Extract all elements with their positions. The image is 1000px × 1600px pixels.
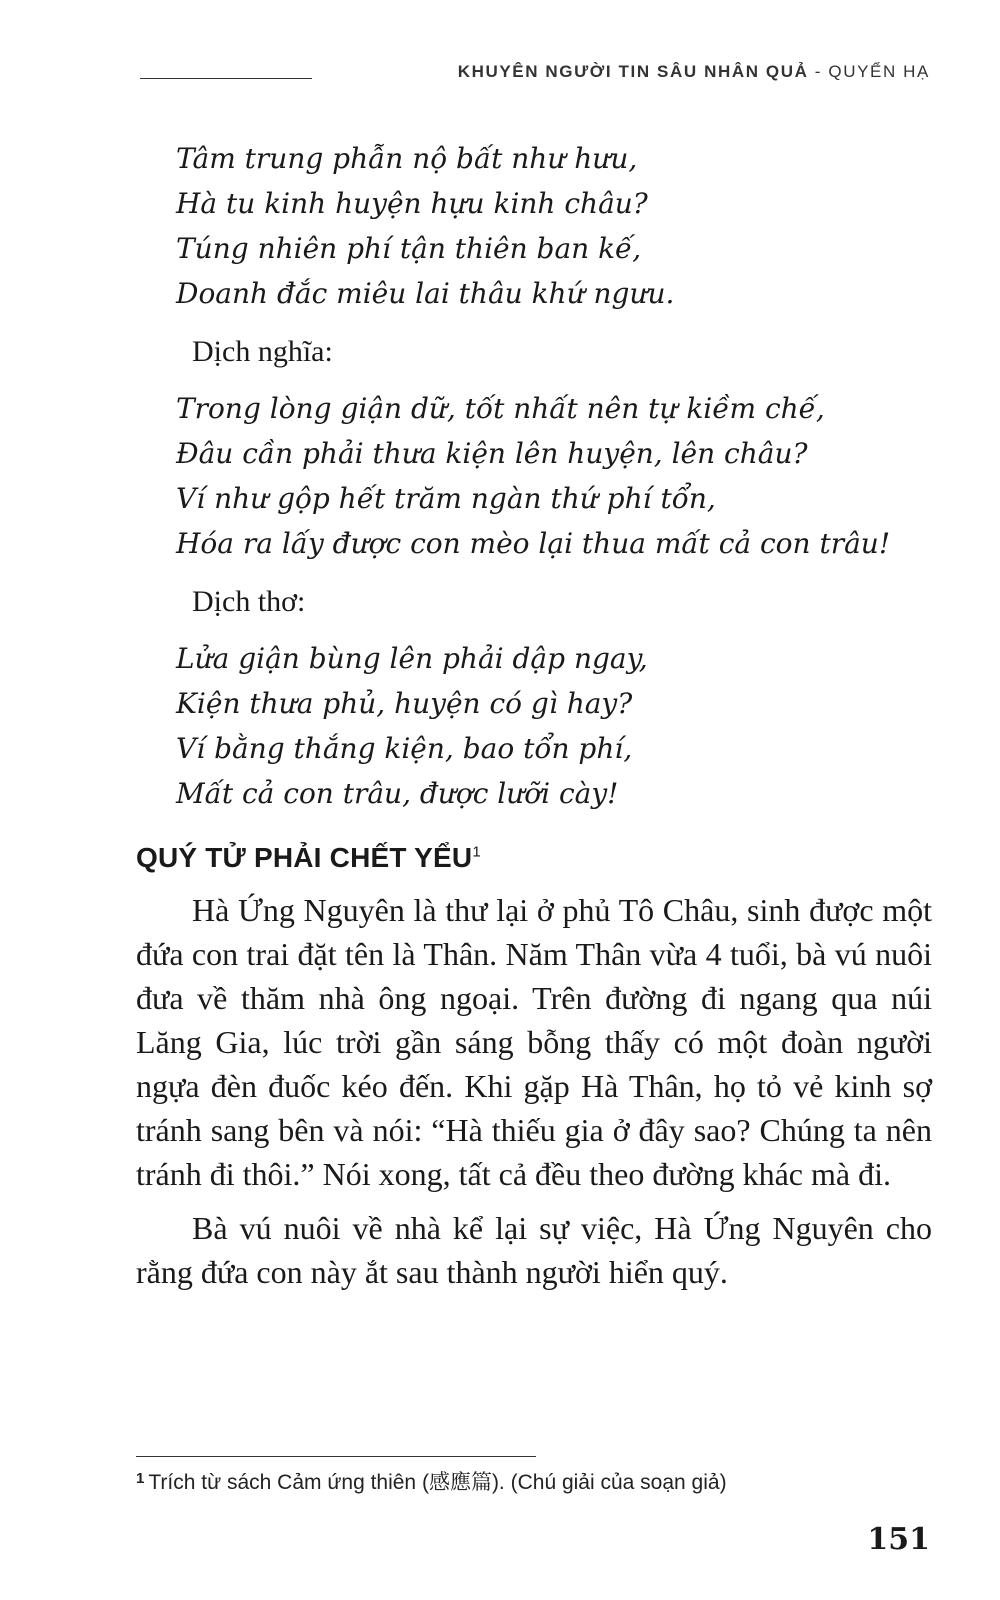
poem-translation	[176, 636, 932, 816]
footnote-reference[interactable]: 1	[472, 843, 481, 861]
verse-line: Đâu cần phải thưa kiện lên huyện, lên châu?	[176, 437, 808, 470]
footnote-rule	[136, 1456, 536, 1457]
header-book-title: KHUYÊN NGƯỜI TIN SÂU NHÂN QUẢ	[457, 62, 809, 81]
page-number: 151	[867, 1522, 930, 1557]
footnote-mark: 1	[136, 1470, 145, 1487]
verse-line: Hà tu kinh huyện hựu kinh châu?	[176, 187, 648, 220]
header-volume: QUYỂN HẠ	[828, 62, 930, 81]
verse-line: Ví bằng thắng kiện, bao tổn phí,	[176, 732, 633, 765]
footnote-text: Trích từ sách Cảm ứng thiên (感應篇). (Chú giải của soạn giả)	[148, 1471, 727, 1494]
header-rule	[140, 78, 312, 79]
paragraph: Hà Ứng Nguyên là thư lại ở phủ Tô Châu, sinh được một đứa con trai đặt tên là Thân. Năm Thân vừa 4 tuổi, bà vú nuôi đưa về thăm nhà ông ngoại. Trên đường đi ngang qua núi Lăng Gia, lúc trời gần sáng bỗng thấy có một đoàn người ngựa đèn đuốc kéo đến. Khi gặp Hà Thân, họ tỏ vẻ kinh sợ tránh sang bên và nói: “Hà thiếu gia ở đây sao? Chúng ta nên tránh đi thôi.” Nói xong, tất cả đều theo đường khác mà đi.	[136, 892, 932, 1192]
paragraph: Bà vú nuôi về nhà kể lại sự việc, Hà Ứng Nguyên cho rằng đứa con này ắt sau thành người hiển quý.	[136, 1210, 932, 1290]
header-text	[458, 62, 930, 82]
section-title: QUÝ TỬ PHẢI CHẾT YỂU	[136, 842, 473, 873]
running-header	[140, 58, 930, 88]
translation-verse	[176, 386, 932, 566]
verse-line: Tâm trung phẫn nộ bất như hưu,	[176, 142, 638, 175]
verse-line: Trong lòng giận dữ, tốt nhất nên tự kiềm chế,	[176, 392, 825, 425]
verse-line: Lửa giận bùng lên phải dập ngay,	[176, 642, 648, 675]
footnote	[136, 1466, 727, 1496]
translation-label: Dịch nghĩa:	[192, 335, 333, 368]
page-content	[136, 136, 932, 1304]
section-heading	[136, 842, 932, 874]
verse-line: Ví như gộp hết trăm ngàn thứ phí tổn,	[176, 482, 716, 515]
verse-line: Kiện thưa phủ, huyện có gì hay?	[176, 687, 633, 720]
verse-line: Hóa ra lấy được con mèo lại thua mất cả con trâu!	[176, 527, 891, 560]
header-separator: -	[808, 62, 829, 81]
verse-line: Mất cả con trâu, được lưỡi cày!	[176, 777, 619, 810]
verse-line: Doanh đắc miêu lai thâu khứ ngưu.	[176, 277, 675, 310]
verse-line: Túng nhiên phí tận thiên ban kế,	[176, 232, 642, 265]
poem-label: Dịch thơ:	[192, 585, 306, 618]
poem-original	[176, 136, 932, 316]
